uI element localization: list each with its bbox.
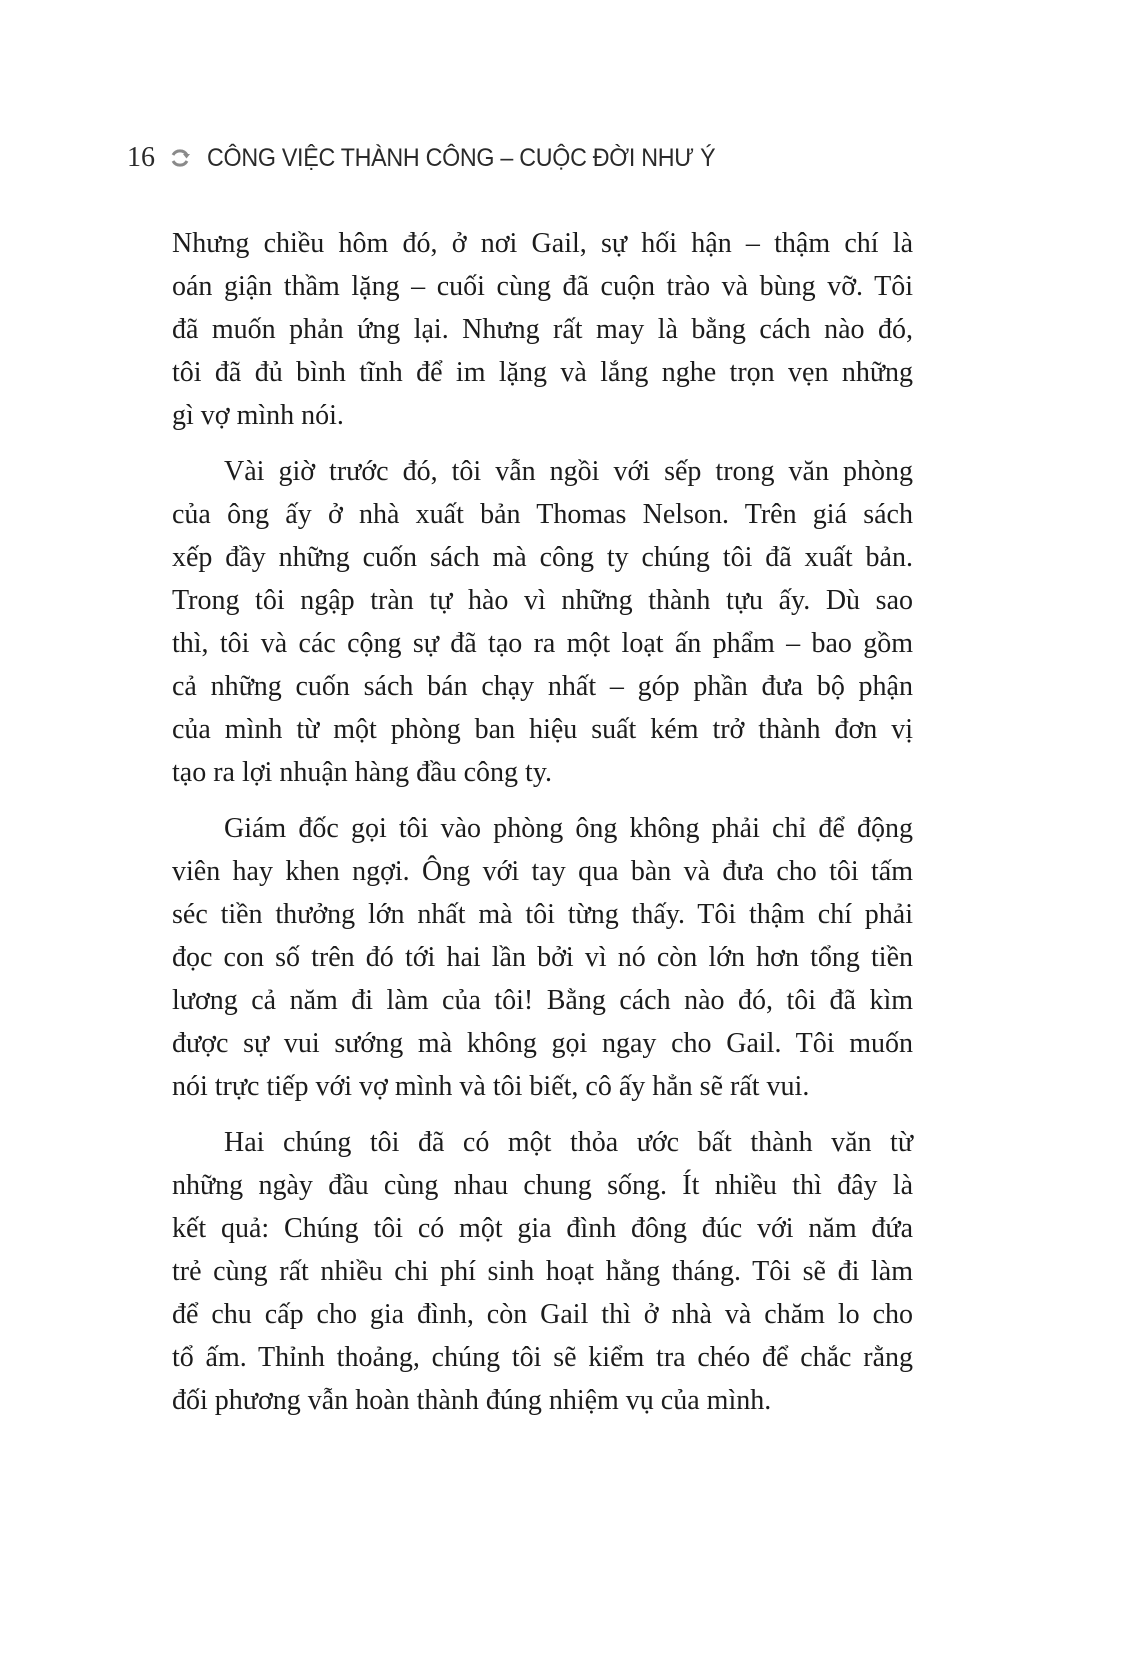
text-line: oán giận thầm lặng – cuối cùng đã cuộn trào và bùng vỡ. Tôi	[172, 271, 913, 302]
text-line: Nhưng chiều hôm đó, ở nơi Gail, sự hối hận – thậm chí là	[172, 228, 913, 259]
text-line: séc tiền thưởng lớn nhất mà tôi từng thấy. Tôi thậm chí phải	[172, 899, 913, 930]
text-line: Trong tôi ngập tràn tự hào vì những thành tựu ấy. Dù sao	[172, 585, 913, 616]
paragraph	[172, 222, 913, 437]
text-line: lương cả năm đi làm của tôi! Bằng cách nào đó, tôi đã kìm	[172, 985, 913, 1016]
body-text	[172, 222, 913, 1435]
paragraph	[172, 450, 913, 794]
text-line: cả những cuốn sách bán chạy nhất – góp phần đưa bộ phận	[172, 671, 913, 702]
text-line: Giám đốc gọi tôi vào phòng ông không phải chỉ để động	[224, 813, 913, 844]
text-line: để chu cấp cho gia đình, còn Gail thì ở nhà và chăm lo cho	[172, 1299, 913, 1330]
text-line: gì vợ mình nói.	[172, 400, 344, 431]
text-line: nói trực tiếp với vợ mình và tôi biết, cô ấy hẳn sẽ rất vui.	[172, 1071, 810, 1102]
text-line: thì, tôi và các cộng sự đã tạo ra một loạt ấn phẩm – bao gồm	[172, 628, 913, 659]
text-line: được sự vui sướng mà không gọi ngay cho Gail. Tôi muốn	[172, 1028, 913, 1059]
text-line: đã muốn phản ứng lại. Nhưng rất may là bằng cách nào đó,	[172, 314, 913, 345]
text-line: tổ ấm. Thỉnh thoảng, chúng tôi sẽ kiểm tra chéo để chắc rằng	[172, 1342, 913, 1373]
chapter-title: CÔNG VIỆC THÀNH CÔNG – CUỘC ĐỜI NHƯ Ý	[207, 143, 716, 172]
page-number: 16	[127, 142, 155, 173]
running-header	[127, 138, 754, 178]
text-line: xếp đầy những cuốn sách mà công ty chúng tôi đã xuất bản.	[172, 542, 913, 573]
text-line: Hai chúng tôi đã có một thỏa ước bất thành văn từ	[224, 1127, 913, 1158]
circle-arrow-icon	[169, 147, 191, 169]
text-line: đọc con số trên đó tới hai lần bởi vì nó còn lớn hơn tổng tiền	[172, 942, 913, 973]
text-line: trẻ cùng rất nhiều chi phí sinh hoạt hằng tháng. Tôi sẽ đi làm	[172, 1256, 913, 1287]
text-line: tôi đã đủ bình tĩnh để im lặng và lắng nghe trọn vẹn những	[172, 357, 913, 388]
text-line: Vài giờ trước đó, tôi vẫn ngồi với sếp trong văn phòng	[224, 456, 913, 487]
text-line: đối phương vẫn hoàn thành đúng nhiệm vụ của mình.	[172, 1385, 772, 1416]
text-line: viên hay khen ngợi. Ông với tay qua bàn và đưa cho tôi tấm	[172, 856, 913, 887]
text-line: tạo ra lợi nhuận hàng đầu công ty.	[172, 757, 552, 788]
text-line: của ông ấy ở nhà xuất bản Thomas Nelson. Trên giá sách	[172, 499, 913, 530]
text-line: kết quả: Chúng tôi có một gia đình đông đúc với năm đứa	[172, 1213, 913, 1244]
text-line: của mình từ một phòng ban hiệu suất kém trở thành đơn vị	[172, 714, 913, 745]
paragraph	[172, 807, 913, 1108]
paragraph	[172, 1121, 913, 1422]
text-line: những ngày đầu cùng nhau chung sống. Ít nhiều thì đây là	[172, 1170, 913, 1201]
